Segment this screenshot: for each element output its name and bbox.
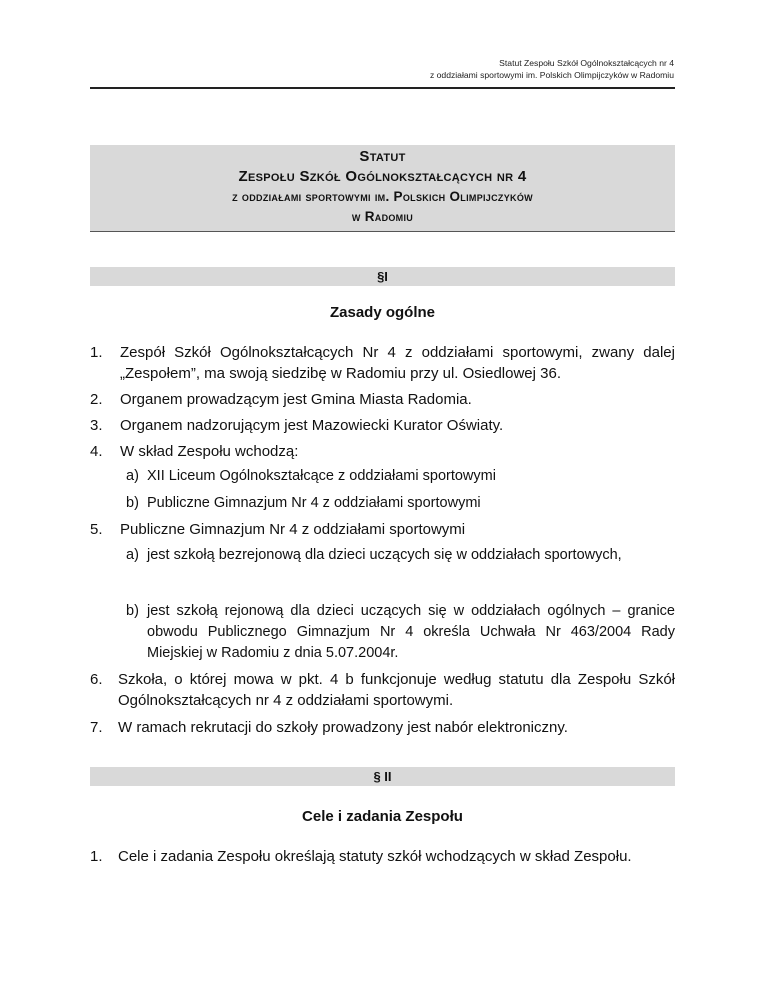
title-line-4: w Radomiu: [351, 209, 414, 224]
list-item-number: 1.: [90, 848, 103, 865]
title-line-1: Statut: [359, 148, 406, 165]
list-item-number: 1.: [90, 344, 103, 361]
section-2-heading: Cele i zadania Zespołu: [302, 808, 463, 825]
list-item-text: Szkoła, o której mowa w pkt. 4 b funkcjonuje według statutu dla Zespołu Szkół Ogólnokształcących nr 4 z oddziałami sportowymi.: [118, 671, 675, 709]
running-header-line-1: Statut Zespołu Szkół Ogólnokształcących nr 4: [499, 58, 674, 68]
header-rule: [90, 87, 675, 89]
section-1-heading: Zasady ogólne: [329, 304, 436, 321]
list-item-text: Organem nadzorującym jest Mazowiecki Kurator Oświaty.: [120, 417, 504, 434]
sub-list-item-text: Publiczne Gimnazjum Nr 4 z oddziałami sportowymi: [147, 495, 481, 511]
sub-list-item-text: jest szkołą bezrejonową dla dzieci uczących się w oddziałach sportowych,: [147, 547, 622, 563]
sub-list-item-letter: a): [126, 468, 139, 484]
list-item-text: Zespół Szkół Ogólnokształcących Nr 4 z oddziałami sportowymi, zwany dalej „Zespołem”, ma swoją siedzibę w Radomiu przy ul. Osiedlowej 36.: [120, 344, 675, 382]
section-1-number-bar: §I: [90, 267, 675, 286]
sub-list-item-letter: b): [126, 495, 139, 511]
section-2-number-bar: § II: [90, 767, 675, 786]
document-title-box: [90, 145, 675, 232]
list-item-number: 5.: [90, 521, 103, 538]
list-item-number: 6.: [90, 671, 103, 688]
list-item-text: Publiczne Gimnazjum Nr 4 z oddziałami sportowymi: [120, 521, 466, 538]
title-line-2: Zespołu Szkół Ogólnokształcących nr 4: [238, 168, 527, 185]
list-item-number: 3.: [90, 417, 103, 434]
sub-list-item-text: XII Liceum Ogólnokształcące z oddziałami sportowymi: [147, 468, 496, 484]
running-header: [430, 57, 674, 81]
list-item-number: 2.: [90, 391, 103, 408]
sub-list-item-letter: b): [126, 603, 139, 619]
title-line-3: z oddziałami sportowymi im. Polskich Olimpijczyków: [232, 189, 533, 204]
list-item-text: Organem prowadzącym jest Gmina Miasta Radomia.: [120, 391, 472, 408]
list-item-text: W skład Zespołu wchodzą:: [120, 443, 299, 460]
sub-list-item-text: jest szkołą rejonową dla dzieci uczących się w oddziałach ogólnych – granice obwodu Publicznego Gimnazjum Nr 4 określa Uchwała Nr 463/2004 Rady Miejskiej w Radomiu z dnia 5.07.2004r.: [147, 603, 675, 661]
sub-list-item-letter: a): [126, 547, 139, 563]
list-item-text: Cele i zadania Zespołu określają statuty szkół wchodzących w skład Zespołu.: [118, 848, 632, 865]
list-item-number: 7.: [90, 719, 103, 736]
running-header-line-2: z oddziałami sportowymi im. Polskich Olimpijczyków w Radomiu: [429, 70, 674, 80]
list-item-number: 4.: [90, 443, 103, 460]
list-item-text: W ramach rekrutacji do szkoły prowadzony jest nabór elektroniczny.: [118, 719, 568, 736]
